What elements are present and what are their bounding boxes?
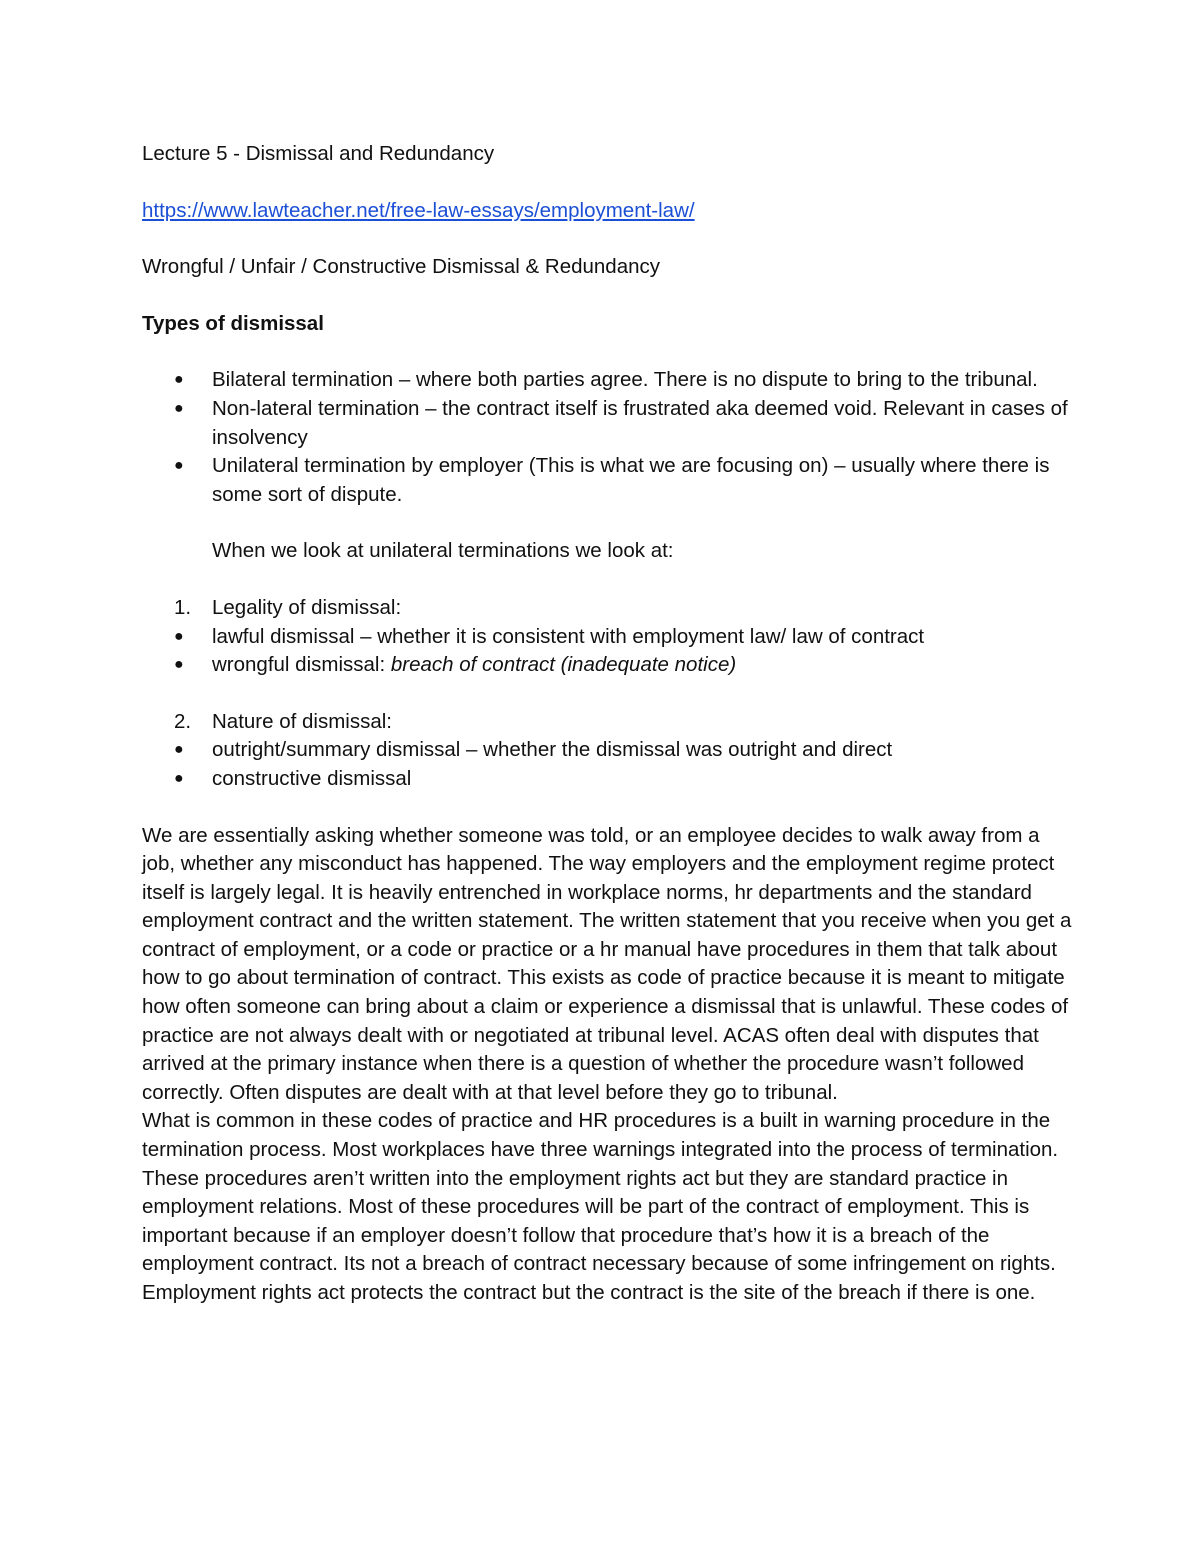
bullet-icon: ● xyxy=(174,769,184,787)
legality-heading: Legality of dismissal: xyxy=(212,595,402,619)
bullet-icon: ● xyxy=(174,457,184,475)
list-item xyxy=(142,765,1072,794)
list-item-text: Unilateral termination by employer (This is what we are focusing on) – usually where there is some sort of dispute. xyxy=(212,454,1050,506)
list-number: 1. xyxy=(174,595,192,619)
bullet-icon: ● xyxy=(174,741,184,759)
spacer xyxy=(142,794,1072,822)
list-item xyxy=(142,623,1072,652)
bullet-icon: ● xyxy=(174,399,184,417)
nature-list xyxy=(142,736,1072,793)
list-item-text: outright/summary dismissal – whether the dismissal was outright and direct xyxy=(212,738,893,762)
list-item-text-prefix: wrongful dismissal: xyxy=(212,653,391,677)
document-title: Lecture 5 - Dismissal and Redundancy xyxy=(142,142,495,165)
bullet-icon: ● xyxy=(174,371,184,389)
list-item xyxy=(142,736,1072,765)
body-paragraph: What is common in these codes of practice and HR procedures is a built in warning procedure in the termination process. Most workplaces have three warnings integrated into the process of termination. These procedures aren’t written into the employment rights act but they are standard practice in employment relations. Most of these procedures will be part of the contract of employment. This is important because if an employer doesn’t follow that procedure that’s how it is a breach of the employment contract. Its not a breach of contract necessary because of some infringement on rights. Employment rights act protects the contract but the contract is the site of the breach if there is one. xyxy=(142,1109,1059,1304)
list-item xyxy=(142,366,1072,395)
list-number: 2. xyxy=(174,709,192,733)
document-page xyxy=(142,140,1072,1308)
list-item-text: Non-lateral termination – the contract itself is frustrated aka deemed void. Relevant in cases of insolvency xyxy=(212,396,1068,449)
body-paragraph: We are essentially asking whether someone was told, or an employee decides to walk away from a job, whether any misconduct has happened. The way employers and the employment regime protect itself is largely legal. It is heavily entrenched in workplace norms, hr departments and the standard employment contract and the written statement. The written statement that you receive when you get a contract of employment, or a code or practice or a hr manual have procedures in them that talk about how to go about termination of contract. This exists as code of practice because it is meant to mitigate how often someone can bring about a claim or experience a dismissal that is unlawful. These codes of practice are not always dealt with or negotiated at tribunal level. ACAS often deal with disputes that arrived at the primary instance when there is a question of whether the procedure wasn’t followed correctly. Often disputes are dealt with at that level before they go to tribunal. xyxy=(142,823,1072,1104)
section-heading: Types of dismissal xyxy=(142,311,324,335)
spacer xyxy=(142,680,1072,708)
list-item xyxy=(142,651,1072,680)
nature-heading: Nature of dismissal: xyxy=(212,709,393,733)
bullet-icon: ● xyxy=(174,656,184,674)
legality-section xyxy=(142,594,1072,623)
reference-link[interactable]: https://www.lawteacher.net/free-law-essays/employment-law/ xyxy=(142,198,695,222)
list-item-text-italic: breach of contract (inadequate notice) xyxy=(390,653,737,677)
list-item xyxy=(142,395,1072,452)
list-item-text: lawful dismissal – whether it is consistent with employment law/ law of contract xyxy=(212,624,925,648)
bullet-icon: ● xyxy=(174,627,184,645)
legality-list xyxy=(142,623,1072,680)
document-subtitle: Wrongful / Unfair / Constructive Dismissal & Redundancy xyxy=(142,255,661,279)
list-item-text: constructive dismissal xyxy=(212,766,412,790)
numbered-heading xyxy=(142,594,1072,623)
list-item xyxy=(142,452,1072,509)
list-item-text: Bilateral termination – where both parties agree. There is no dispute to bring to the tribunal. xyxy=(212,368,1038,392)
unilateral-intro: When we look at unilateral terminations we look at: xyxy=(212,539,674,563)
nature-section xyxy=(142,708,1072,737)
numbered-heading xyxy=(142,708,1072,737)
dismissal-types-list xyxy=(142,366,1072,509)
